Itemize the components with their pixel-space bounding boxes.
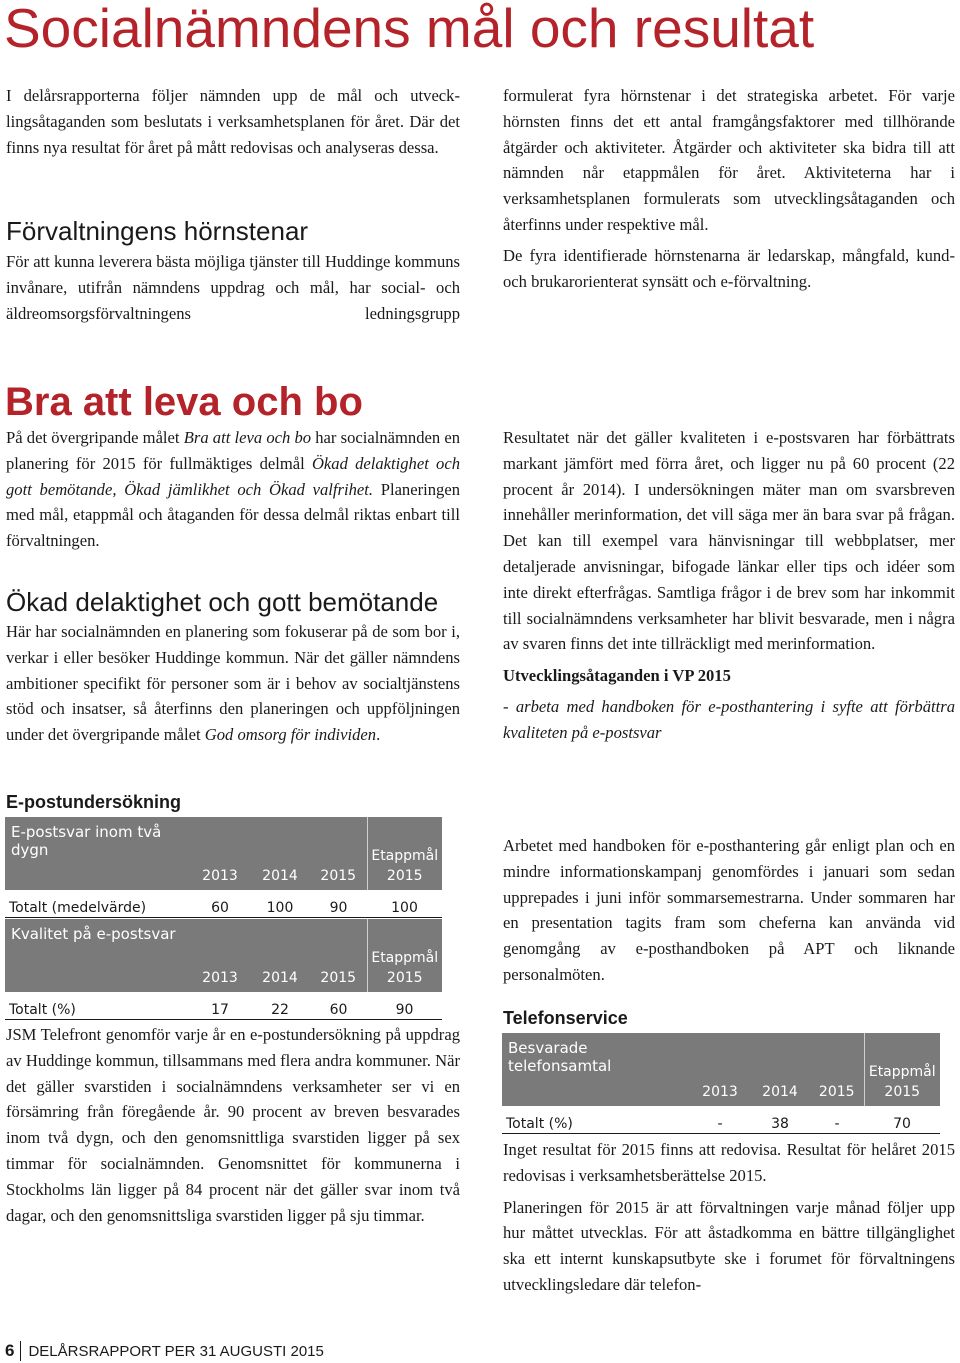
commitment-heading: Utvecklingsåtaganden i VP 2015 xyxy=(503,666,731,686)
value-2015: 60 xyxy=(310,992,367,1020)
table-title: Besvarade telefonsamtal xyxy=(502,1033,690,1106)
work-text: Arbetet med handboken för e-posthantering går enligt plan och en mindre informationskampanj genomfördes i januari som sedan upprepades i juni inför sommarsemestrarna. Under sommaren har en presentation tagits fram som cheferna kan använda vid genomgång av e-posthandboken på APT och liknande personalmöten. xyxy=(503,836,955,984)
value-2015: - xyxy=(810,1106,864,1134)
table-header xyxy=(5,919,442,992)
section-intro xyxy=(6,425,460,554)
value-2014: 38 xyxy=(750,1106,810,1134)
esurvey-heading: E-postundersökning xyxy=(6,792,181,812)
target-label: Etappmål xyxy=(868,1064,936,1080)
target-header xyxy=(367,817,442,890)
year-2014: 2014 xyxy=(250,919,310,992)
value-target: 70 xyxy=(864,1106,940,1134)
cornerstones-text: För att kunna leverera bästa möjliga tjänster till Huddinge kommuns invånare, utifrån nämndens uppdrag och mål, har social- och äldreomsorgsförvaltningens ledningsgrupp xyxy=(6,252,460,323)
section-intro-text xyxy=(6,425,460,554)
row-label: Totalt (%) xyxy=(5,992,190,1020)
year-2014: 2014 xyxy=(750,1033,810,1106)
esurvey-text: JSM Telefront genomför varje år en e-postundersökning på uppdrag av Huddinge kommun, tillsammans med flera andra kommuner. När det gäller svarstiden i socialnämndens verksamheter ser vi en försämring från föregående år. 90 procent av breven besvarades inom två dygn, och den genomsnittliga svarstiden ligger på sex timmar för socialnämnden. Genomsnittet för kommunerna i Stockholms län ligger på 84 procent när det gäller svar inom två dagar, och den genomsnittsliga svarstiden ligger på sju timmar. xyxy=(6,1025,460,1225)
year-2015: 2015 xyxy=(310,919,367,992)
table-title: Kvalitet på e-postsvar xyxy=(5,919,190,992)
result-text: Resultatet när det gäller kvaliteten i e-postsvaren har förbättrats markant jämfört med förra året, och ligger nu på 60 procent (22 procent år 2014). I undersökningen mäter man om svarsbreven innehåller merinformation, det vill säga mer än bara svar på frågan. Det kan till exempel vara hänvisningar till webbplatser, mer detaljerade anvisningar, bifogade länkar eller tips och idéer som inte direkt efterfrågas. Samtliga frågor i de brev som har inkommit till socialnämndens verksamheter har blivit besvarade, men i några av svaren finns det inte tillräckligt med merinformation. xyxy=(503,428,955,654)
value-target: 90 xyxy=(367,992,442,1020)
cornerstones-text-continued: formulerat fyra hörnstenar i det strategiska arbetet. För varje hörnsten finns det ett antal framgångsfaktorer med tillhörande åtgärder och aktiviteter. Åtgärder och aktiviteter ska bidra till att nämnden når etappmålen för året. Aktiviteterna har i verksamhetsplanen formulerats som utvecklingsåtaganden och återfinns under respektive mål. xyxy=(503,86,955,234)
target-label: Etappmål xyxy=(371,950,439,966)
section-goal-name: Bra att leva och bo xyxy=(183,428,312,447)
page-title: Socialnämndens mål och resultat xyxy=(4,0,815,59)
participation-paragraph xyxy=(6,619,460,748)
year-2013: 2013 xyxy=(190,919,250,992)
email-quality-table xyxy=(5,919,442,1020)
target-year: 2015 xyxy=(386,868,423,884)
value-2013: 60 xyxy=(190,890,250,918)
row-label: Totalt (medelvärde) xyxy=(5,890,190,918)
table-row xyxy=(5,992,442,1020)
phone-text-2: Planeringen för 2015 är att förvaltningen varje månad följer upp hur måttet utvecklas. För att åstadkomma en bättre tillgänglighet ska ett internt kunskapsutbyte ske i forumet för förvaltningens utvecklingsledare där telefon- xyxy=(503,1197,955,1294)
participation-text xyxy=(6,619,460,748)
table-title: E-postsvar inom två dygn xyxy=(5,817,190,890)
cornerstones-paragraph xyxy=(6,249,460,326)
year-2013: 2013 xyxy=(690,1033,750,1106)
result-paragraph xyxy=(503,425,955,746)
target-header xyxy=(367,919,442,992)
participation-heading: Ökad delaktighet och gott bemötande xyxy=(6,587,439,617)
section-subgoals: Ökad delaktighet och gott bemötande, Ökad jämlikhet och Ökad valfrihet. xyxy=(6,453,460,499)
table-header xyxy=(5,817,442,890)
year-2014: 2014 xyxy=(250,817,310,890)
value-2013: 17 xyxy=(190,992,250,1020)
participation-text-c: . xyxy=(376,725,381,745)
table-row xyxy=(502,1106,940,1134)
report-title: DELÅRSRAPPORT PER 31 AUGUSTI 2015 xyxy=(28,1342,324,1360)
section-heading: Bra att leva och bo xyxy=(5,380,363,424)
participation-text-a: Här har socialnämnden en planering som fokuserar på de som bor i, verkar i eller besöker Huddinge kommun. När det gäller nämndens ambitioner specifikt för personer som är i behov av socialtjänstens stöd och insatser, så återfinns den planeringen och uppföljningen under det övergripande målet xyxy=(6,622,460,745)
table-header xyxy=(502,1033,940,1106)
target-year: 2015 xyxy=(386,970,423,986)
table-row xyxy=(5,890,442,918)
year-2013: 2013 xyxy=(190,817,250,890)
value-2013: - xyxy=(690,1106,750,1134)
target-header xyxy=(864,1033,940,1106)
page-footer xyxy=(5,1341,324,1361)
target-label: Etappmål xyxy=(371,848,439,864)
intro-paragraph xyxy=(6,83,460,160)
value-target: 100 xyxy=(367,890,442,918)
intro-text: I delårsrapporterna följer nämnden upp de mål och utveck-lingsåtaganden som beslutats i verksamhetsplanen för året. Där det finns nya resultat för året på mått redovisas och analyseras dessa. xyxy=(6,86,460,157)
year-2015: 2015 xyxy=(810,1033,864,1106)
phone-text-1: Inget resultat för 2015 finns att redovisa. Resultat för helåret 2015 redovisas i verksamhetsberättelse 2015. xyxy=(503,1140,955,1185)
year-2015: 2015 xyxy=(310,817,367,890)
footer-divider xyxy=(20,1341,21,1361)
section-text-c: har socialnämnden en planering för 2015 för fullmäktiges delmål xyxy=(6,428,460,473)
phone-heading: Telefonservice xyxy=(503,1008,628,1028)
section-text-a: På det övergripande målet xyxy=(6,428,184,447)
commitment-text: - arbeta med handboken för e-posthantering i syfte att förbättra kvaliteten på e-postsvar xyxy=(503,696,955,742)
cornerstones-heading: Förvaltningens hörnstenar xyxy=(6,216,309,246)
phone-paragraph xyxy=(503,1137,955,1298)
participation-goal-name: God omsorg för individen xyxy=(204,725,377,745)
phone-calls-table xyxy=(502,1033,940,1134)
section-text-e: Planeringen med mål, etappmål och åtaganden för dessa delmål riktas enbart till förvaltningen. xyxy=(6,479,460,551)
page-number: 6 xyxy=(5,1341,15,1360)
value-2014: 22 xyxy=(250,992,310,1020)
cornerstones-continued xyxy=(503,83,955,294)
target-year: 2015 xyxy=(884,1084,921,1100)
cornerstones-list: De fyra identifierade hörnstenarna är ledarskap, mångfald, kund- och brukarorienterat synsätt och e-förvaltning. xyxy=(503,245,955,291)
value-2015: 90 xyxy=(310,890,367,918)
email-response-table xyxy=(5,817,442,918)
work-paragraph xyxy=(503,833,955,988)
esurvey-paragraph xyxy=(6,1022,460,1228)
row-label: Totalt (%) xyxy=(502,1106,690,1134)
value-2014: 100 xyxy=(250,890,310,918)
